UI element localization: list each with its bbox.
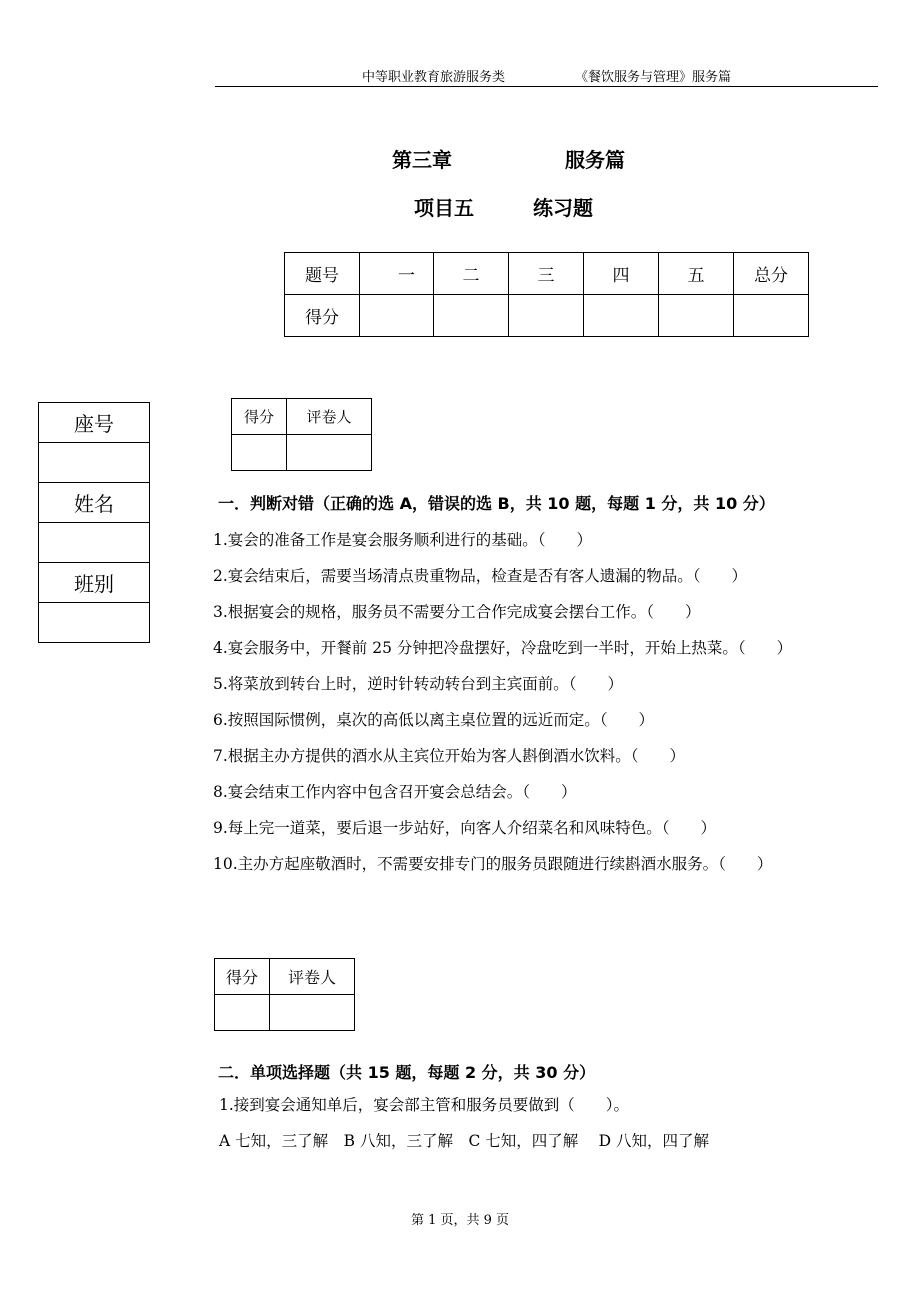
judge-question: 1.宴会的准备工作是宴会服务顺利进行的基础。（ ） <box>213 531 593 549</box>
grader-name-label: 评卷人 <box>270 959 355 995</box>
class-label: 班别 <box>39 563 150 603</box>
score-cell[interactable] <box>734 295 809 337</box>
choice-question: 1.接到宴会通知单后，宴会部主管和服务员要做到（ ）。 <box>219 1096 630 1114</box>
grader-table-2 <box>214 958 355 1031</box>
judge-question: 4.宴会服务中，开餐前 25 分钟把冷盘摆好，冷盘吃到一半时，开始上热菜。（ ） <box>213 639 793 657</box>
score-row-label: 得分 <box>285 295 360 337</box>
score-header-cell: 总分 <box>734 253 809 295</box>
score-cell[interactable] <box>360 295 434 337</box>
project-name: 练习题 <box>533 196 593 220</box>
judge-question: 10.主办方起座敬酒时，不需要安排专门的服务员跟随进行续斟酒水服务。（ ） <box>213 855 773 873</box>
score-cell[interactable] <box>584 295 659 337</box>
score-table <box>284 252 809 337</box>
header-right: 《餐饮服务与管理》服务篇 <box>575 70 732 85</box>
grader-score-field[interactable] <box>232 435 287 471</box>
grader-table-1 <box>231 398 372 471</box>
page-header <box>215 64 878 87</box>
judge-question: 6.按照国际惯例，桌次的高低以离主桌位置的远近而定。（ ） <box>213 711 655 729</box>
page-footer: 第 1 页，共 9 页 <box>410 1213 510 1228</box>
score-value-row <box>285 295 809 337</box>
judge-question: 8.宴会结束工作内容中包含召开宴会总结会。（ ） <box>213 783 577 801</box>
class-field[interactable] <box>39 603 150 643</box>
header-left: 中等职业教育旅游服务类 <box>362 70 506 85</box>
judge-question: 2.宴会结束后，需要当场清点贵重物品，检查是否有客人遗漏的物品。（ ） <box>213 567 748 585</box>
choice-options: A 七知，三了解 B 八知，三了解 C 七知，四了解 D 八知，四了解 <box>219 1132 710 1150</box>
section2-heading: 二．单项选择题（共 15 题，每题 2 分，共 30 分） <box>218 1063 596 1082</box>
score-header-cell: 题号 <box>285 253 360 295</box>
score-header-cell: 三 <box>509 253 584 295</box>
student-info-table <box>38 402 150 643</box>
project-number: 项目五 <box>414 196 474 220</box>
name-label: 姓名 <box>39 483 150 523</box>
chapter-number: 第三章 <box>392 148 452 172</box>
score-header-cell: 四 <box>584 253 659 295</box>
grader-name-field[interactable] <box>270 995 355 1031</box>
score-header-cell: 一 <box>360 253 434 295</box>
grader-name-field[interactable] <box>287 435 372 471</box>
judge-question: 3.根据宴会的规格，服务员不需要分工合作完成宴会摆台工作。（ ） <box>213 603 701 621</box>
judge-question: 9.每上完一道菜，要后退一步站好，向客人介绍菜名和风味特色。（ ） <box>213 819 717 837</box>
grader-score-field[interactable] <box>215 995 270 1031</box>
judge-question: 5.将菜放到转台上时，逆时针转动转台到主宾面前。（ ） <box>213 675 624 693</box>
score-header-cell: 五 <box>659 253 734 295</box>
score-header-cell: 二 <box>434 253 509 295</box>
judge-question: 7.根据主办方提供的酒水从主宾位开始为客人斟倒酒水饮料。（ ） <box>213 747 686 765</box>
name-field[interactable] <box>39 523 150 563</box>
grader-score-label: 得分 <box>215 959 270 995</box>
score-cell[interactable] <box>434 295 509 337</box>
chapter-name: 服务篇 <box>565 148 625 172</box>
section1-heading: 一．判断对错（正确的选 A，错误的选 B，共 10 题，每题 1 分，共 10 分） <box>218 494 775 513</box>
score-cell[interactable] <box>659 295 734 337</box>
score-cell[interactable] <box>509 295 584 337</box>
grader-score-label: 得分 <box>232 399 287 435</box>
seat-label: 座号 <box>39 403 150 443</box>
score-header-row <box>285 253 809 295</box>
seat-field[interactable] <box>39 443 150 483</box>
grader-name-label: 评卷人 <box>287 399 372 435</box>
